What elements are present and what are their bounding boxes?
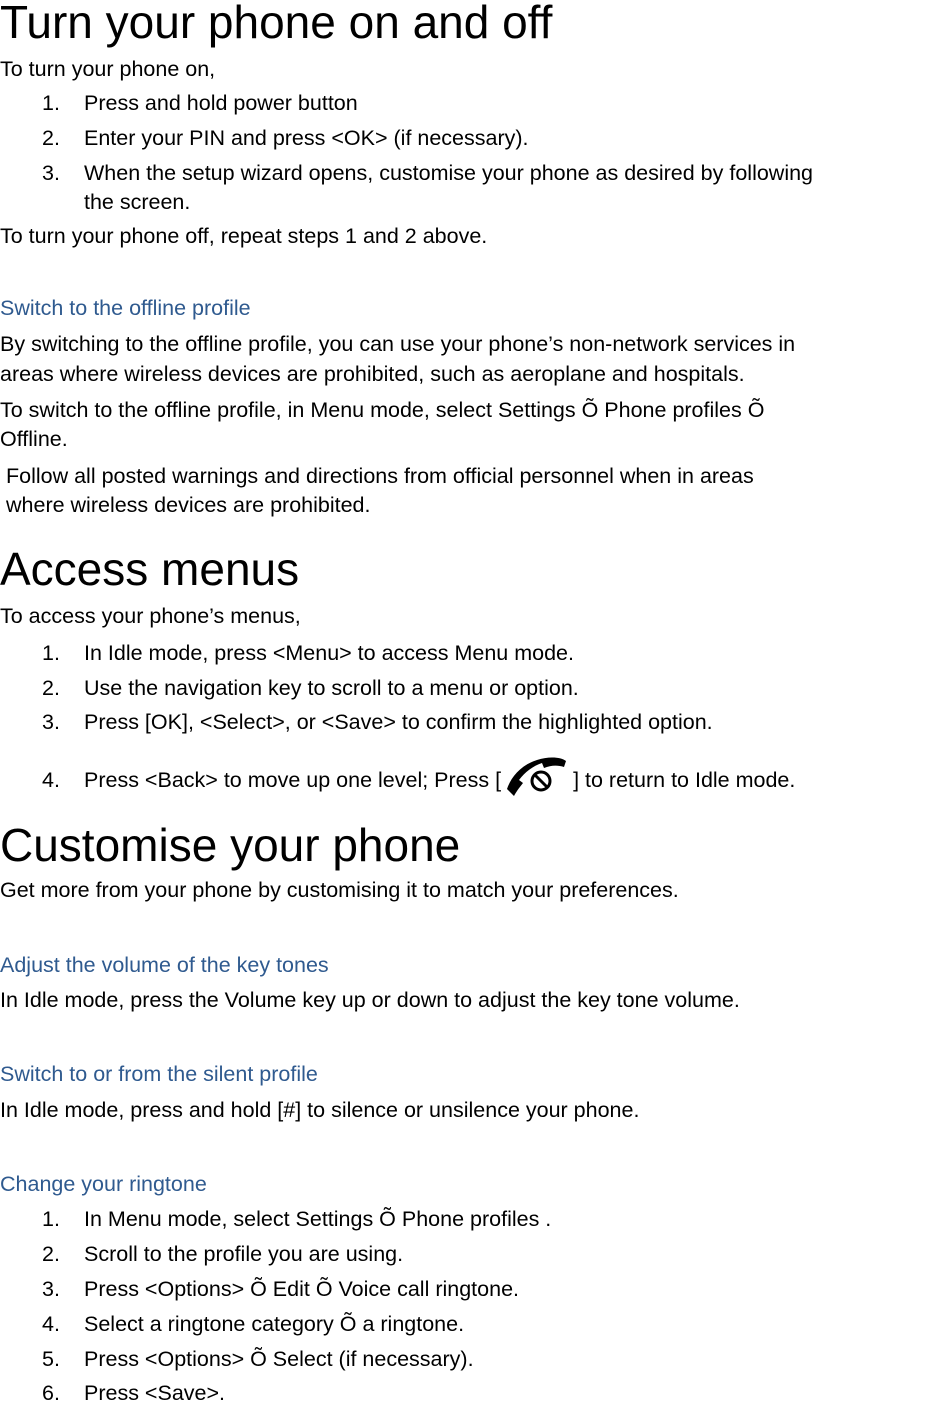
list-text: In Idle mode, press <Menu> to access Menu mode. bbox=[84, 641, 574, 665]
list-number: 2. bbox=[42, 126, 60, 150]
outro-turn-off: To turn your phone off, repeat steps 1 and 2 above. bbox=[0, 224, 488, 248]
list-text-before: Press <Back> to move up one level; Press [ bbox=[84, 768, 502, 792]
silent-text: In Idle mode, press and hold [#] to silence or unsilence your phone. bbox=[0, 1098, 640, 1122]
list-number: 6. bbox=[42, 1381, 60, 1405]
intro-turn-on: To turn your phone on, bbox=[0, 57, 216, 81]
list-text: When the setup wizard opens, customise your phone as desired by following bbox=[84, 161, 814, 185]
list-number: 4. bbox=[42, 768, 60, 792]
list-text: Enter your PIN and press <OK> (if necessary). bbox=[84, 126, 529, 150]
list-item bbox=[0, 1380, 930, 1406]
list-number: 1. bbox=[42, 91, 60, 115]
list-number: 1. bbox=[42, 1207, 60, 1231]
list-text: Press <Options> Õ Edit Õ Voice call ringtone. bbox=[84, 1277, 519, 1301]
list-number: 5. bbox=[42, 1347, 60, 1371]
list-number: 1. bbox=[42, 641, 60, 665]
list-text: the screen. bbox=[84, 190, 191, 214]
warning-line: where wireless devices are prohibited. bbox=[6, 493, 371, 517]
section-title-access-menus: Access menus bbox=[0, 543, 300, 595]
list-text: Use the navigation key to scroll to a menu or option. bbox=[84, 676, 579, 700]
list-item bbox=[0, 1241, 930, 1267]
intro-customise: Get more from your phone by customising it to match your preferences. bbox=[0, 878, 679, 902]
intro-access-menus: To access your phone’s menus, bbox=[0, 604, 301, 628]
list-text: Press <Options> Õ Select (if necessary). bbox=[84, 1347, 474, 1371]
list-item bbox=[0, 767, 930, 793]
section-title-turn-on-off: Turn your phone on and off bbox=[0, 0, 553, 48]
offline-instructions-line: Offline. bbox=[0, 427, 68, 451]
list-item bbox=[0, 1346, 930, 1372]
list-number: 4. bbox=[42, 1312, 60, 1336]
list-text: Press <Save>. bbox=[84, 1381, 226, 1405]
subheading-offline-profile: Switch to the offline profile bbox=[0, 296, 251, 320]
list-text: Press and hold power button bbox=[84, 91, 358, 115]
list-text-after: ] to return to Idle mode. bbox=[573, 768, 796, 792]
list-text: Press [OK], <Select>, or <Save> to confirm the highlighted option. bbox=[84, 710, 713, 734]
list-item bbox=[0, 1311, 930, 1337]
list-text: Select a ringtone category Õ a ringtone. bbox=[84, 1312, 465, 1336]
list-item bbox=[0, 1276, 930, 1302]
warning-line: Follow all posted warnings and directions from official personnel when in areas bbox=[6, 464, 754, 488]
list-item bbox=[0, 1206, 930, 1232]
list-number: 2. bbox=[42, 1242, 60, 1266]
list-text bbox=[84, 767, 795, 793]
list-item bbox=[0, 90, 930, 116]
list-item bbox=[0, 160, 930, 186]
list-item bbox=[0, 709, 930, 735]
list-text: Scroll to the profile you are using. bbox=[84, 1242, 404, 1266]
offline-instructions-line: To switch to the offline profile, in Menu mode, select Settings Õ Phone profiles Õ bbox=[0, 398, 765, 422]
list-item-continuation bbox=[0, 189, 930, 215]
list-number: 2. bbox=[42, 676, 60, 700]
offline-paragraph-line: areas where wireless devices are prohibited, such as aeroplane and hospitals. bbox=[0, 362, 745, 386]
list-text: In Menu mode, select Settings Õ Phone profiles . bbox=[84, 1207, 552, 1231]
section-title-customise: Customise your phone bbox=[0, 819, 461, 871]
list-item bbox=[0, 675, 930, 701]
list-number: 3. bbox=[42, 161, 60, 185]
volume-text: In Idle mode, press the Volume key up or down to adjust the key tone volume. bbox=[0, 988, 740, 1012]
subheading-silent-profile: Switch to or from the silent profile bbox=[0, 1062, 318, 1086]
list-number: 3. bbox=[42, 1277, 60, 1301]
offline-paragraph-line: By switching to the offline profile, you can use your phone’s non-network services in bbox=[0, 332, 796, 356]
list-number: 3. bbox=[42, 710, 60, 734]
list-item bbox=[0, 125, 930, 151]
end-call-icon bbox=[503, 755, 569, 799]
list-item bbox=[0, 640, 930, 666]
subheading-volume: Adjust the volume of the key tones bbox=[0, 953, 329, 977]
subheading-ringtone: Change your ringtone bbox=[0, 1172, 207, 1196]
